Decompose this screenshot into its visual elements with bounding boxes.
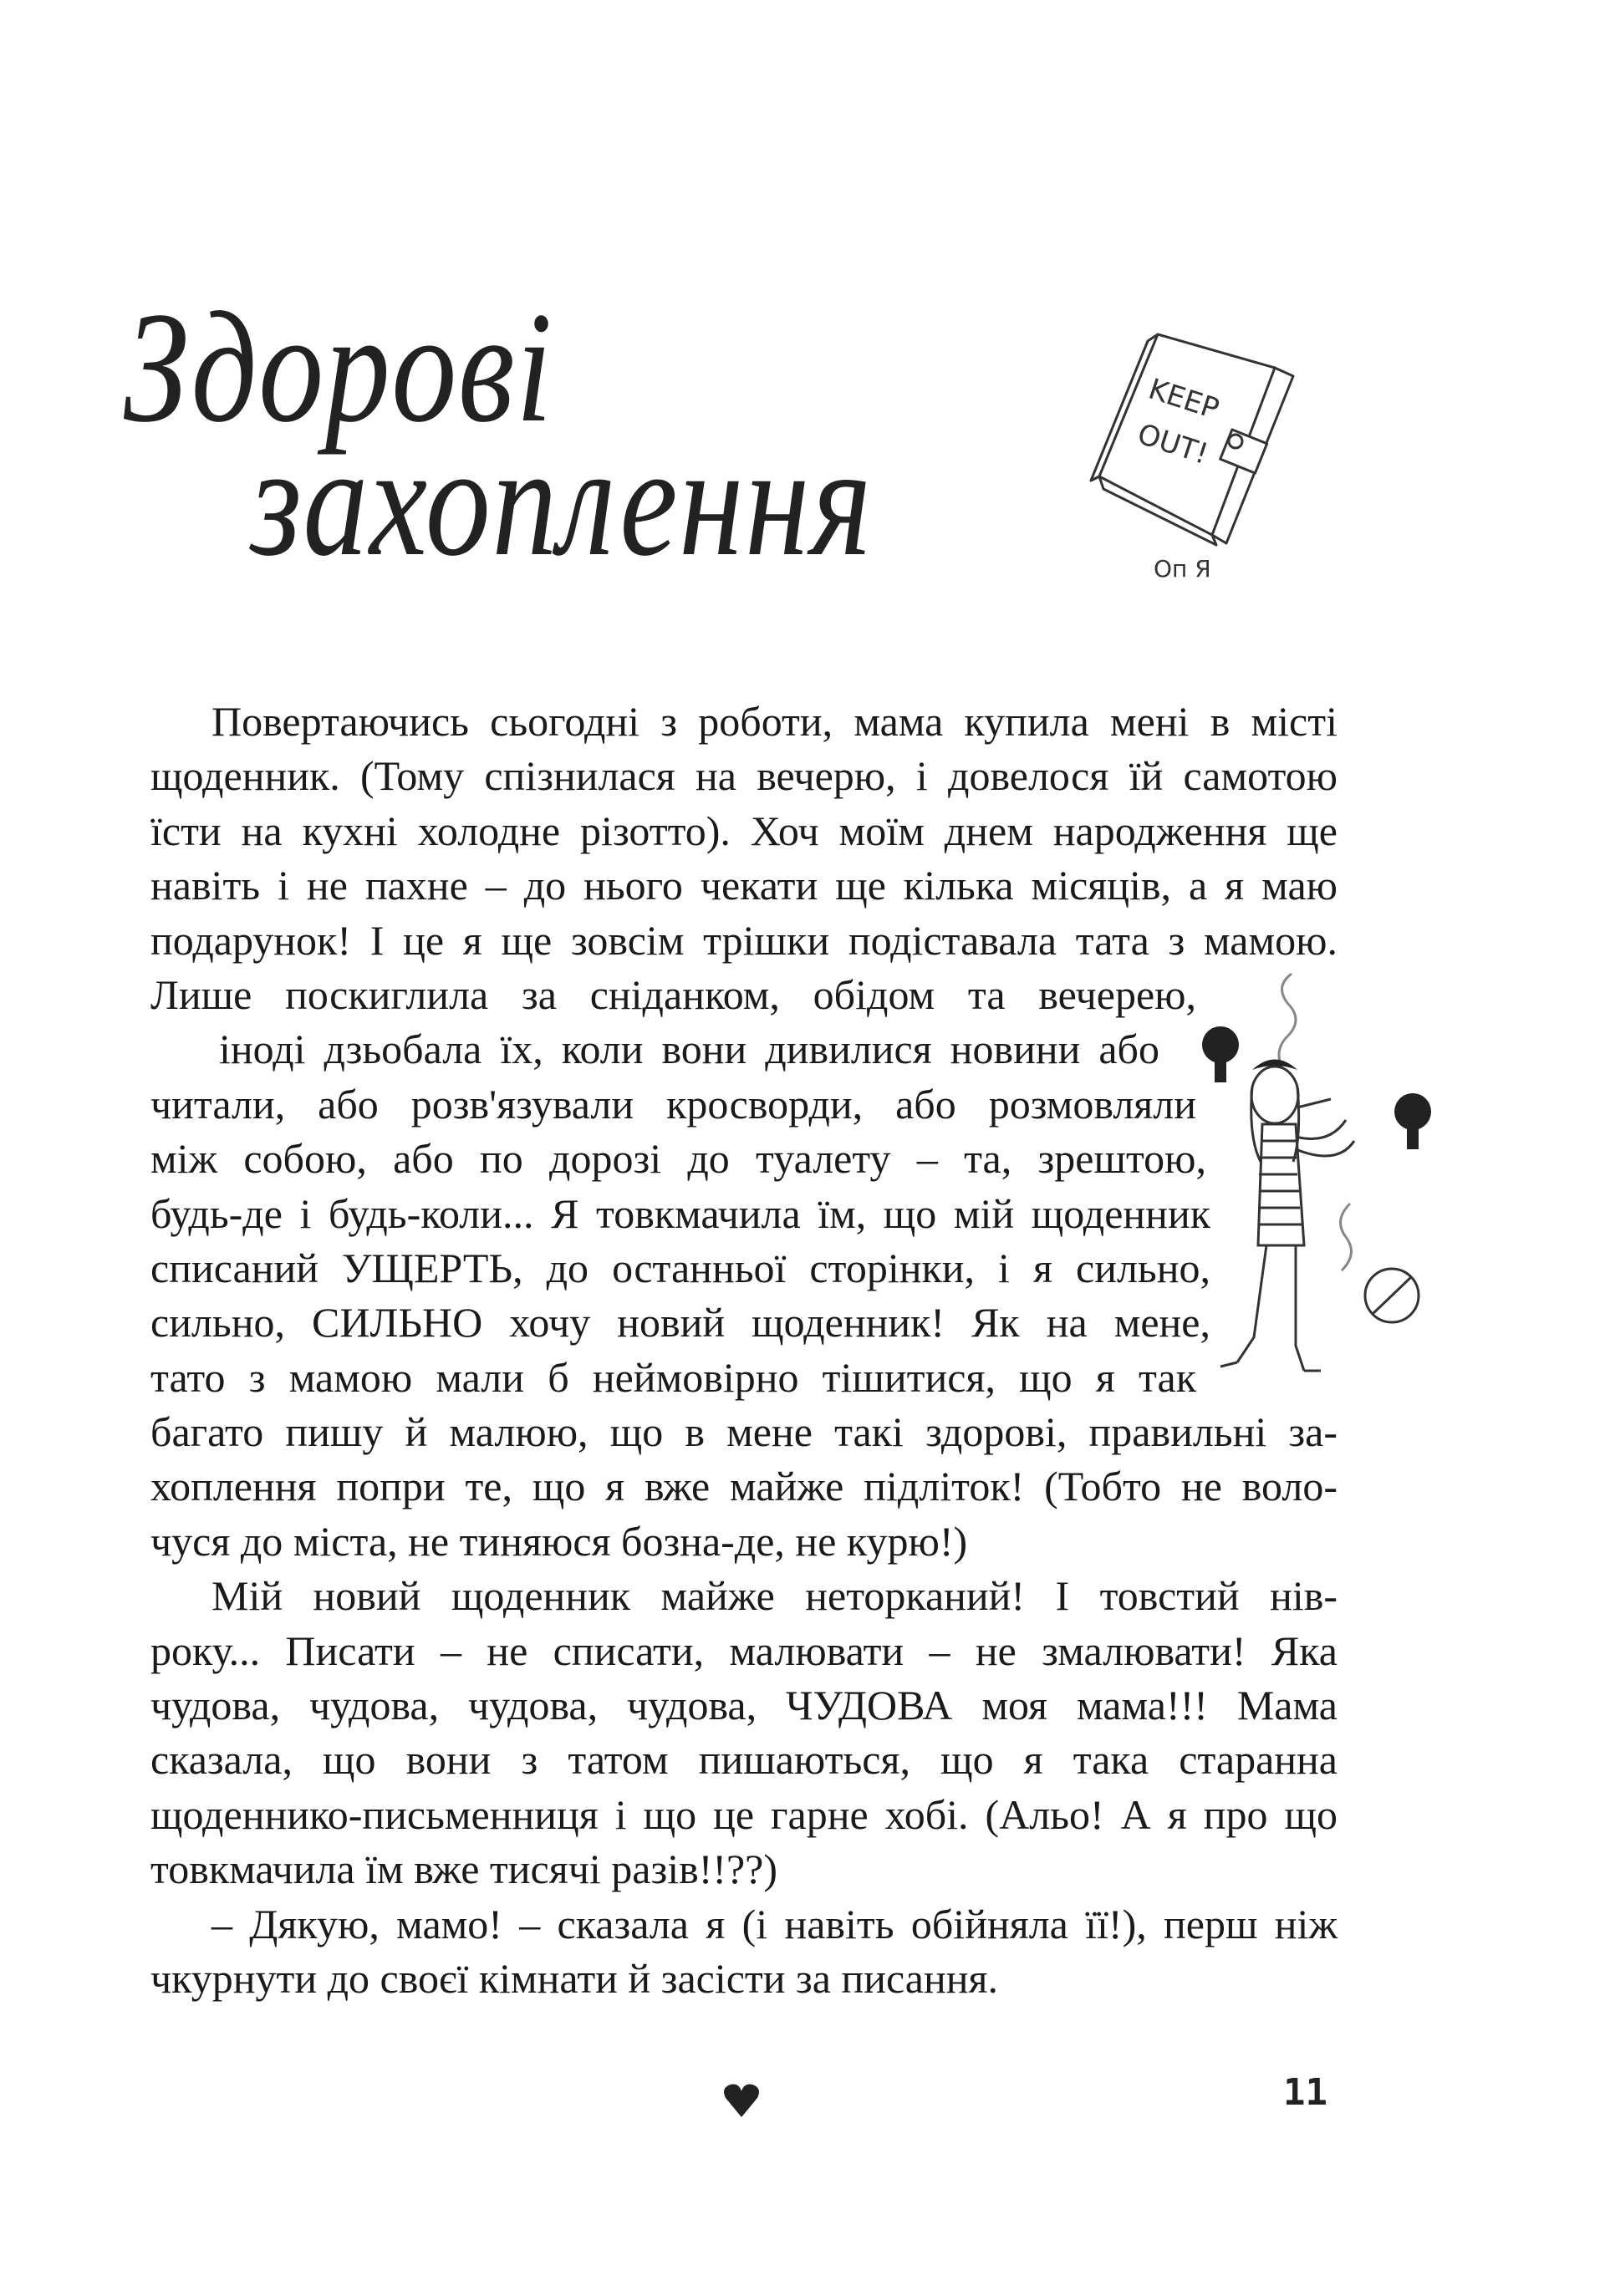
- text-line: тато з мамою мали б неймовірно тішитися, що я так: [150, 1353, 1196, 1401]
- heart-icon: [721, 2080, 762, 2121]
- text-line: щоденнико-письменниця і що це гарне хобі. (Альо! А я про що: [150, 1790, 1338, 1838]
- text-line: між собою, або по дорозі до туалету – та, зрештою,: [150, 1135, 1206, 1183]
- text-line: навіть і не пахне – до нього чекати ще кілька місяців, а я маю: [150, 862, 1338, 909]
- text-line: чуся до міста, не тиняюся бозна-де, не курю!): [150, 1517, 968, 1565]
- text-line: сильно, СИЛЬНО хочу новий щоденник! Як на мене,: [150, 1299, 1210, 1347]
- text-line: багато пишу й малюю, що в мене такі здорові, правильні за-: [150, 1408, 1338, 1456]
- text-line: будь-де і будь-коли... Я товкмачила їм, що мій щоденник: [150, 1189, 1210, 1237]
- text-line: списаний УЩЕРТЬ, до останньої сторінки, і я сильно,: [150, 1244, 1210, 1291]
- text-line: читали, або розв'язували кросворди, або розмовляли: [150, 1080, 1196, 1128]
- text-line: року... Писати – не списати, малювати – не змалювати! Яка: [150, 1627, 1338, 1674]
- text-line: Повертаючись сьогодні з роботи, мама купила мені в місті: [211, 698, 1338, 745]
- text-line: подарунок! І це я ще зовсім трішки подіставала тата з мамою.: [150, 916, 1338, 964]
- chapter-title-line-1: Здорові: [124, 280, 554, 456]
- text-line: їсти на кухні холодне різотто). Хоч моїм днем народження ще: [150, 807, 1338, 854]
- keep-out-notebook-illustration: [1074, 309, 1325, 585]
- text-line: чудова, чудова, чудова, чудова, ЧУДОВА моя мама!!! Мама: [150, 1682, 1338, 1729]
- notebook-text-keep: KEEP: [1144, 372, 1223, 427]
- text-line: – Дякую, мамо! – сказала я (і навіть обійняла її!), перш ніж: [211, 1900, 1338, 1947]
- text-line: іноді дзьобала їх, коли вони дивилися новини або: [219, 1026, 1159, 1073]
- notebook-caption: Оп Я: [1154, 555, 1211, 583]
- page-number: 11: [1283, 2071, 1327, 2114]
- text-line: щоденник. (Тому спізнилася на вечерю, і довелося їй самотою: [150, 752, 1338, 800]
- text-line: сказала, що вони з татом пишаються, що я така старанна: [150, 1736, 1338, 1784]
- text-line: чкурнути до своєї кімнати й засісти за писання.: [150, 1954, 998, 2002]
- notebook-text-out: OUT!: [1133, 417, 1213, 471]
- text-line: Мій новий щоденник майже неторканий! І товстий нів-: [211, 1572, 1338, 1620]
- smoking-girl-illustration: [1187, 970, 1471, 1404]
- text-line: Лише поскиглила за сніданком, обідом та вечерею,: [150, 970, 1196, 1018]
- chapter-title-line-2: захоплення: [251, 414, 874, 589]
- body-text: [150, 695, 1338, 2006]
- text-line: товкмачила їм вже тисячі разів!!??): [150, 1845, 778, 1893]
- text-line: хоплення попри те, що я вже майже підліток! (Тобто не воло-: [150, 1463, 1338, 1510]
